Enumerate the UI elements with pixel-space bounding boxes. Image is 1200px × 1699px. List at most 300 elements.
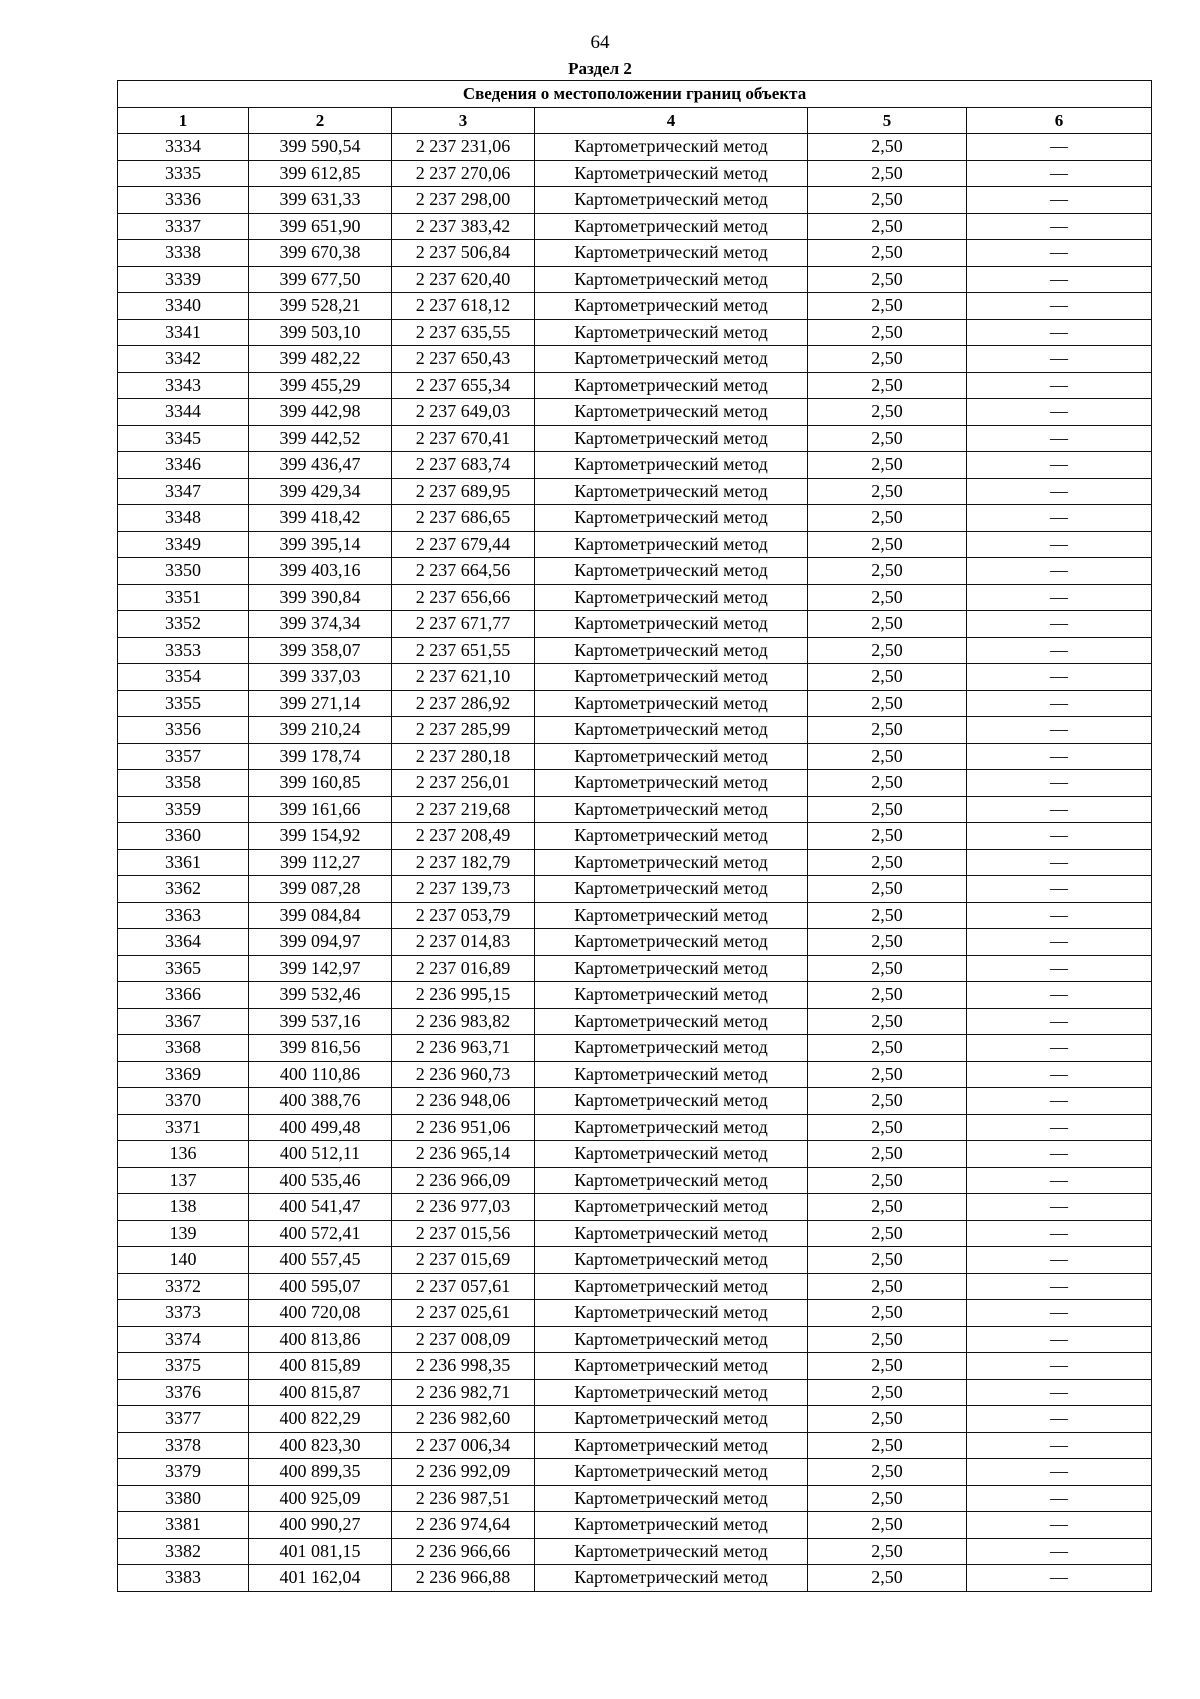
description-cell: — <box>967 982 1152 1009</box>
y-coordinate-cell: 2 237 649,03 <box>392 399 535 426</box>
description-cell: — <box>967 1538 1152 1565</box>
method-cell: Картометрический метод <box>535 187 808 214</box>
accuracy-cell: 2,50 <box>808 160 967 187</box>
y-coordinate-cell: 2 236 983,82 <box>392 1008 535 1035</box>
accuracy-cell: 2,50 <box>808 1485 967 1512</box>
accuracy-cell: 2,50 <box>808 1326 967 1353</box>
description-cell: — <box>967 955 1152 982</box>
x-coordinate-cell: 400 557,45 <box>249 1247 392 1274</box>
y-coordinate-cell: 2 237 383,42 <box>392 213 535 240</box>
accuracy-cell: 2,50 <box>808 346 967 373</box>
y-coordinate-cell: 2 236 977,03 <box>392 1194 535 1221</box>
method-cell: Картометрический метод <box>535 1326 808 1353</box>
y-coordinate-cell: 2 236 963,71 <box>392 1035 535 1062</box>
point-number-cell: 3335 <box>118 160 249 187</box>
point-number-cell: 3358 <box>118 770 249 797</box>
point-number-cell: 3355 <box>118 690 249 717</box>
method-cell: Картометрический метод <box>535 664 808 691</box>
description-cell: — <box>967 1273 1152 1300</box>
point-number-cell: 3373 <box>118 1300 249 1327</box>
method-cell: Картометрический метод <box>535 1379 808 1406</box>
table-row <box>118 1379 1152 1406</box>
description-cell: — <box>967 1485 1152 1512</box>
y-coordinate-cell: 2 236 974,64 <box>392 1512 535 1539</box>
table-row <box>118 240 1152 267</box>
column-header-1: 1 <box>118 107 249 134</box>
table-row <box>118 796 1152 823</box>
point-number-cell: 3375 <box>118 1353 249 1380</box>
table-row <box>118 346 1152 373</box>
method-cell: Картометрический метод <box>535 1459 808 1486</box>
y-coordinate-cell: 2 236 966,66 <box>392 1538 535 1565</box>
section-title: Раздел 2 <box>568 59 632 78</box>
method-cell: Картометрический метод <box>535 1485 808 1512</box>
point-number-cell: 3344 <box>118 399 249 426</box>
accuracy-cell: 2,50 <box>808 1088 967 1115</box>
point-number-cell: 3383 <box>118 1565 249 1592</box>
description-cell: — <box>967 1114 1152 1141</box>
point-number-cell: 3370 <box>118 1088 249 1115</box>
x-coordinate-cell: 400 815,89 <box>249 1353 392 1380</box>
accuracy-cell: 2,50 <box>808 293 967 320</box>
method-cell: Картометрический метод <box>535 1088 808 1115</box>
method-cell: Картометрический метод <box>535 1273 808 1300</box>
y-coordinate-cell: 2 236 960,73 <box>392 1061 535 1088</box>
point-number-cell: 3353 <box>118 637 249 664</box>
method-cell: Картометрический метод <box>535 1432 808 1459</box>
x-coordinate-cell: 400 541,47 <box>249 1194 392 1221</box>
description-cell: — <box>967 372 1152 399</box>
table-row <box>118 1088 1152 1115</box>
description-cell: — <box>967 929 1152 956</box>
accuracy-cell: 2,50 <box>808 1432 967 1459</box>
point-number-cell: 3372 <box>118 1273 249 1300</box>
y-coordinate-cell: 2 236 982,71 <box>392 1379 535 1406</box>
description-cell: — <box>967 611 1152 638</box>
point-number-cell: 3377 <box>118 1406 249 1433</box>
x-coordinate-cell: 401 081,15 <box>249 1538 392 1565</box>
description-cell: — <box>967 823 1152 850</box>
description-cell: — <box>967 478 1152 505</box>
description-cell: — <box>967 240 1152 267</box>
table-row <box>118 399 1152 426</box>
accuracy-cell: 2,50 <box>808 134 967 161</box>
method-cell: Картометрический метод <box>535 531 808 558</box>
description-cell: — <box>967 399 1152 426</box>
description-cell: — <box>967 1379 1152 1406</box>
description-cell: — <box>967 637 1152 664</box>
method-cell: Картометрический метод <box>535 134 808 161</box>
accuracy-cell: 2,50 <box>808 823 967 850</box>
table-header-row <box>118 107 1152 134</box>
description-cell: — <box>967 1406 1152 1433</box>
table-row <box>118 690 1152 717</box>
y-coordinate-cell: 2 237 689,95 <box>392 478 535 505</box>
point-number-cell: 3347 <box>118 478 249 505</box>
x-coordinate-cell: 399 631,33 <box>249 187 392 214</box>
accuracy-cell: 2,50 <box>808 1300 967 1327</box>
table-row <box>118 558 1152 585</box>
description-cell: — <box>967 452 1152 479</box>
table-row <box>118 505 1152 532</box>
y-coordinate-cell: 2 237 655,34 <box>392 372 535 399</box>
point-number-cell: 3374 <box>118 1326 249 1353</box>
point-number-cell: 3356 <box>118 717 249 744</box>
y-coordinate-cell: 2 237 219,68 <box>392 796 535 823</box>
method-cell: Картометрический метод <box>535 293 808 320</box>
point-number-cell: 3334 <box>118 134 249 161</box>
description-cell: — <box>967 1088 1152 1115</box>
table-row <box>118 902 1152 929</box>
x-coordinate-cell: 399 160,85 <box>249 770 392 797</box>
accuracy-cell: 2,50 <box>808 876 967 903</box>
description-cell: — <box>967 1565 1152 1592</box>
table-caption: Сведения о местоположении границ объекта <box>118 81 1152 108</box>
y-coordinate-cell: 2 237 621,10 <box>392 664 535 691</box>
point-number-cell: 3362 <box>118 876 249 903</box>
x-coordinate-cell: 399 403,16 <box>249 558 392 585</box>
accuracy-cell: 2,50 <box>808 452 967 479</box>
point-number-cell: 3361 <box>118 849 249 876</box>
description-cell: — <box>967 293 1152 320</box>
accuracy-cell: 2,50 <box>808 717 967 744</box>
accuracy-cell: 2,50 <box>808 1061 967 1088</box>
table-row <box>118 1512 1152 1539</box>
y-coordinate-cell: 2 237 651,55 <box>392 637 535 664</box>
point-number-cell: 3366 <box>118 982 249 1009</box>
point-number-cell: 140 <box>118 1247 249 1274</box>
x-coordinate-cell: 399 590,54 <box>249 134 392 161</box>
table-row <box>118 664 1152 691</box>
description-cell: — <box>967 1194 1152 1221</box>
point-number-cell: 3337 <box>118 213 249 240</box>
accuracy-cell: 2,50 <box>808 213 967 240</box>
description-cell: — <box>967 319 1152 346</box>
x-coordinate-cell: 399 418,42 <box>249 505 392 532</box>
point-number-cell: 3379 <box>118 1459 249 1486</box>
table-row <box>118 611 1152 638</box>
description-cell: — <box>967 1432 1152 1459</box>
accuracy-cell: 2,50 <box>808 1565 967 1592</box>
y-coordinate-cell: 2 236 987,51 <box>392 1485 535 1512</box>
method-cell: Картометрический метод <box>535 637 808 664</box>
y-coordinate-cell: 2 236 966,09 <box>392 1167 535 1194</box>
method-cell: Картометрический метод <box>535 372 808 399</box>
accuracy-cell: 2,50 <box>808 505 967 532</box>
table-row <box>118 637 1152 664</box>
accuracy-cell: 2,50 <box>808 1008 967 1035</box>
table-row <box>118 1194 1152 1221</box>
table-row <box>118 955 1152 982</box>
table-row <box>118 187 1152 214</box>
x-coordinate-cell: 399 677,50 <box>249 266 392 293</box>
table-row <box>118 1432 1152 1459</box>
point-number-cell: 3367 <box>118 1008 249 1035</box>
accuracy-cell: 2,50 <box>808 1141 967 1168</box>
description-cell: — <box>967 187 1152 214</box>
table-row <box>118 266 1152 293</box>
x-coordinate-cell: 400 899,35 <box>249 1459 392 1486</box>
x-coordinate-cell: 400 110,86 <box>249 1061 392 1088</box>
point-number-cell: 136 <box>118 1141 249 1168</box>
method-cell: Картометрический метод <box>535 929 808 956</box>
y-coordinate-cell: 2 237 298,00 <box>392 187 535 214</box>
method-cell: Картометрический метод <box>535 1220 808 1247</box>
x-coordinate-cell: 399 436,47 <box>249 452 392 479</box>
method-cell: Картометрический метод <box>535 1565 808 1592</box>
y-coordinate-cell: 2 237 008,09 <box>392 1326 535 1353</box>
x-coordinate-cell: 399 142,97 <box>249 955 392 982</box>
x-coordinate-cell: 401 162,04 <box>249 1565 392 1592</box>
point-number-cell: 139 <box>118 1220 249 1247</box>
y-coordinate-cell: 2 237 025,61 <box>392 1300 535 1327</box>
y-coordinate-cell: 2 237 016,89 <box>392 955 535 982</box>
method-cell: Картометрический метод <box>535 213 808 240</box>
accuracy-cell: 2,50 <box>808 849 967 876</box>
accuracy-cell: 2,50 <box>808 929 967 956</box>
point-number-cell: 3376 <box>118 1379 249 1406</box>
x-coordinate-cell: 399 612,85 <box>249 160 392 187</box>
point-number-cell: 3382 <box>118 1538 249 1565</box>
description-cell: — <box>967 134 1152 161</box>
accuracy-cell: 2,50 <box>808 1512 967 1539</box>
method-cell: Картометрический метод <box>535 1300 808 1327</box>
x-coordinate-cell: 400 572,41 <box>249 1220 392 1247</box>
page-number: 64 <box>590 32 610 53</box>
method-cell: Картометрический метод <box>535 425 808 452</box>
method-cell: Картометрический метод <box>535 1512 808 1539</box>
method-cell: Картометрический метод <box>535 1035 808 1062</box>
table-row <box>118 1353 1152 1380</box>
method-cell: Картометрический метод <box>535 1008 808 1035</box>
table-row <box>118 1538 1152 1565</box>
y-coordinate-cell: 2 237 620,40 <box>392 266 535 293</box>
method-cell: Картометрический метод <box>535 1114 808 1141</box>
x-coordinate-cell: 400 822,29 <box>249 1406 392 1433</box>
table-row <box>118 1035 1152 1062</box>
x-coordinate-cell: 399 503,10 <box>249 319 392 346</box>
y-coordinate-cell: 2 237 656,66 <box>392 584 535 611</box>
method-cell: Картометрический метод <box>535 743 808 770</box>
point-number-cell: 3351 <box>118 584 249 611</box>
x-coordinate-cell: 399 154,92 <box>249 823 392 850</box>
description-cell: — <box>967 266 1152 293</box>
x-coordinate-cell: 400 512,11 <box>249 1141 392 1168</box>
description-cell: — <box>967 1459 1152 1486</box>
x-coordinate-cell: 400 813,86 <box>249 1326 392 1353</box>
description-cell: — <box>967 1512 1152 1539</box>
x-coordinate-cell: 399 390,84 <box>249 584 392 611</box>
method-cell: Картометрический метод <box>535 1061 808 1088</box>
y-coordinate-cell: 2 236 998,35 <box>392 1353 535 1380</box>
method-cell: Картометрический метод <box>535 319 808 346</box>
description-cell: — <box>967 1035 1152 1062</box>
point-number-cell: 3338 <box>118 240 249 267</box>
x-coordinate-cell: 399 337,03 <box>249 664 392 691</box>
table-row <box>118 1114 1152 1141</box>
table-caption-row <box>118 81 1152 108</box>
accuracy-cell: 2,50 <box>808 187 967 214</box>
description-cell: — <box>967 213 1152 240</box>
column-header-3: 3 <box>392 107 535 134</box>
y-coordinate-cell: 2 236 966,88 <box>392 1565 535 1592</box>
y-coordinate-cell: 2 236 995,15 <box>392 982 535 1009</box>
accuracy-cell: 2,50 <box>808 1459 967 1486</box>
point-number-cell: 3339 <box>118 266 249 293</box>
table-row <box>118 1247 1152 1274</box>
method-cell: Картометрический метод <box>535 690 808 717</box>
table-row <box>118 1300 1152 1327</box>
method-cell: Картометрический метод <box>535 1406 808 1433</box>
table-row <box>118 770 1152 797</box>
method-cell: Картометрический метод <box>535 266 808 293</box>
point-number-cell: 3354 <box>118 664 249 691</box>
x-coordinate-cell: 399 395,14 <box>249 531 392 558</box>
y-coordinate-cell: 2 237 679,44 <box>392 531 535 558</box>
x-coordinate-cell: 399 455,29 <box>249 372 392 399</box>
table-row <box>118 584 1152 611</box>
method-cell: Картометрический метод <box>535 717 808 744</box>
accuracy-cell: 2,50 <box>808 558 967 585</box>
description-cell: — <box>967 1141 1152 1168</box>
description-cell: — <box>967 849 1152 876</box>
accuracy-cell: 2,50 <box>808 690 967 717</box>
x-coordinate-cell: 400 823,30 <box>249 1432 392 1459</box>
y-coordinate-cell: 2 237 670,41 <box>392 425 535 452</box>
method-cell: Картометрический метод <box>535 1141 808 1168</box>
point-number-cell: 3363 <box>118 902 249 929</box>
accuracy-cell: 2,50 <box>808 240 967 267</box>
method-cell: Картометрический метод <box>535 1353 808 1380</box>
accuracy-cell: 2,50 <box>808 1114 967 1141</box>
table-row <box>118 823 1152 850</box>
point-number-cell: 3346 <box>118 452 249 479</box>
x-coordinate-cell: 400 595,07 <box>249 1273 392 1300</box>
y-coordinate-cell: 2 237 686,65 <box>392 505 535 532</box>
description-cell: — <box>967 902 1152 929</box>
method-cell: Картометрический метод <box>535 902 808 929</box>
table-row <box>118 1273 1152 1300</box>
table-row <box>118 1008 1152 1035</box>
method-cell: Картометрический метод <box>535 955 808 982</box>
y-coordinate-cell: 2 237 286,92 <box>392 690 535 717</box>
method-cell: Картометрический метод <box>535 1194 808 1221</box>
table-body <box>118 134 1152 1592</box>
y-coordinate-cell: 2 236 965,14 <box>392 1141 535 1168</box>
x-coordinate-cell: 399 178,74 <box>249 743 392 770</box>
method-cell: Картометрический метод <box>535 399 808 426</box>
x-coordinate-cell: 399 442,98 <box>249 399 392 426</box>
x-coordinate-cell: 399 112,27 <box>249 849 392 876</box>
point-number-cell: 3345 <box>118 425 249 452</box>
accuracy-cell: 2,50 <box>808 584 967 611</box>
y-coordinate-cell: 2 237 015,56 <box>392 1220 535 1247</box>
accuracy-cell: 2,50 <box>808 1167 967 1194</box>
y-coordinate-cell: 2 237 231,06 <box>392 134 535 161</box>
point-number-cell: 138 <box>118 1194 249 1221</box>
accuracy-cell: 2,50 <box>808 770 967 797</box>
table-row <box>118 1406 1152 1433</box>
y-coordinate-cell: 2 237 635,55 <box>392 319 535 346</box>
accuracy-cell: 2,50 <box>808 1247 967 1274</box>
description-cell: — <box>967 1353 1152 1380</box>
table-row <box>118 213 1152 240</box>
description-cell: — <box>967 1167 1152 1194</box>
y-coordinate-cell: 2 237 671,77 <box>392 611 535 638</box>
x-coordinate-cell: 400 990,27 <box>249 1512 392 1539</box>
description-cell: — <box>967 1300 1152 1327</box>
x-coordinate-cell: 399 816,56 <box>249 1035 392 1062</box>
method-cell: Картометрический метод <box>535 1247 808 1274</box>
point-number-cell: 3340 <box>118 293 249 320</box>
description-cell: — <box>967 1008 1152 1035</box>
table-row <box>118 452 1152 479</box>
method-cell: Картометрический метод <box>535 584 808 611</box>
y-coordinate-cell: 2 236 951,06 <box>392 1114 535 1141</box>
table-row <box>118 717 1152 744</box>
x-coordinate-cell: 399 084,84 <box>249 902 392 929</box>
description-cell: — <box>967 584 1152 611</box>
column-header-4: 4 <box>535 107 808 134</box>
y-coordinate-cell: 2 237 664,56 <box>392 558 535 585</box>
accuracy-cell: 2,50 <box>808 982 967 1009</box>
accuracy-cell: 2,50 <box>808 1273 967 1300</box>
point-number-cell: 3369 <box>118 1061 249 1088</box>
point-number-cell: 3381 <box>118 1512 249 1539</box>
accuracy-cell: 2,50 <box>808 1538 967 1565</box>
accuracy-cell: 2,50 <box>808 796 967 823</box>
accuracy-cell: 2,50 <box>808 1379 967 1406</box>
point-number-cell: 3336 <box>118 187 249 214</box>
description-cell: — <box>967 1326 1152 1353</box>
table-row <box>118 1485 1152 1512</box>
y-coordinate-cell: 2 237 182,79 <box>392 849 535 876</box>
description-cell: — <box>967 1247 1152 1274</box>
point-number-cell: 3368 <box>118 1035 249 1062</box>
y-coordinate-cell: 2 237 014,83 <box>392 929 535 956</box>
x-coordinate-cell: 399 271,14 <box>249 690 392 717</box>
point-number-cell: 3359 <box>118 796 249 823</box>
point-number-cell: 3378 <box>118 1432 249 1459</box>
y-coordinate-cell: 2 237 285,99 <box>392 717 535 744</box>
x-coordinate-cell: 399 161,66 <box>249 796 392 823</box>
y-coordinate-cell: 2 237 650,43 <box>392 346 535 373</box>
table-row <box>118 1459 1152 1486</box>
y-coordinate-cell: 2 236 992,09 <box>392 1459 535 1486</box>
method-cell: Картометрический метод <box>535 452 808 479</box>
accuracy-cell: 2,50 <box>808 266 967 293</box>
accuracy-cell: 2,50 <box>808 955 967 982</box>
table-row <box>118 1565 1152 1592</box>
column-header-2: 2 <box>249 107 392 134</box>
accuracy-cell: 2,50 <box>808 637 967 664</box>
table-row <box>118 982 1152 1009</box>
point-number-cell: 3357 <box>118 743 249 770</box>
method-cell: Картометрический метод <box>535 160 808 187</box>
table-row <box>118 743 1152 770</box>
accuracy-cell: 2,50 <box>808 425 967 452</box>
x-coordinate-cell: 399 374,34 <box>249 611 392 638</box>
x-coordinate-cell: 400 720,08 <box>249 1300 392 1327</box>
table-row <box>118 531 1152 558</box>
x-coordinate-cell: 399 429,34 <box>249 478 392 505</box>
y-coordinate-cell: 2 236 948,06 <box>392 1088 535 1115</box>
table-row <box>118 425 1152 452</box>
table-row <box>118 1167 1152 1194</box>
table-row <box>118 849 1152 876</box>
point-number-cell: 3343 <box>118 372 249 399</box>
table-row <box>118 160 1152 187</box>
